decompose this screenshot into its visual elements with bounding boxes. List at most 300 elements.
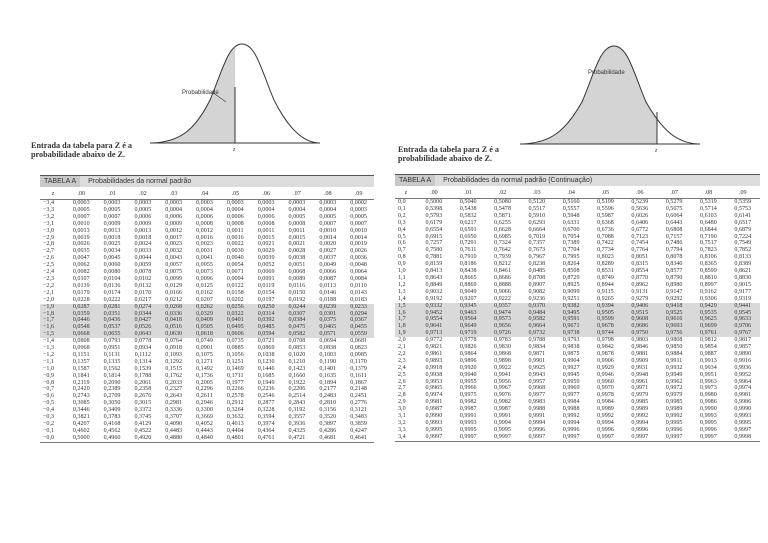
right-probability-cell: 0,9744	[588, 330, 622, 337]
right-column-header: .02	[485, 187, 519, 199]
right-probability-cell: 0,9973	[700, 385, 717, 392]
left-probability-cell: 0,0526	[127, 324, 158, 331]
right-probability-cell: 0,9988	[528, 406, 546, 413]
right-probability-cell: 0,9901	[528, 357, 546, 364]
right-z-cell: 1,3	[398, 288, 406, 295]
left-probability-cell: 0,2358	[134, 386, 152, 393]
right-probability-cell: 0,8849	[425, 281, 443, 288]
right-probability-cell: 0,9599	[588, 316, 622, 323]
right-probability-cell: 0,9929	[597, 364, 614, 371]
left-table-row	[40, 262, 374, 269]
right-table-row	[395, 220, 760, 227]
left-probability-cell: 0,1685	[257, 372, 275, 379]
right-probability-cell: 0,9515	[623, 310, 657, 317]
left-probability-cell: 0,1151	[72, 351, 90, 358]
right-column-header: .05	[588, 187, 622, 199]
right-probability-cell: 0,8159	[425, 261, 443, 268]
left-probability-label: Probabilidade	[182, 90, 219, 96]
right-probability-cell: 0,9995	[665, 420, 683, 426]
left-table-row	[40, 255, 374, 262]
right-probability-cell: 0,9793	[562, 337, 580, 344]
right-probability-cell: 0,7088	[597, 233, 614, 240]
left-probability-cell: 0,0026	[350, 248, 367, 255]
right-probability-cell: 0,9977	[562, 392, 580, 399]
left-probability-cell: 0,0869	[257, 345, 275, 352]
right-probability-cell: 0,5753	[734, 205, 752, 212]
left-probability-cell: 0,3300	[196, 407, 213, 414]
right-probability-cell: 0,9993	[425, 420, 443, 426]
left-probability-cell: 0,0015	[288, 234, 306, 241]
right-probability-cell: 0,9964	[734, 378, 752, 385]
right-probability-table	[395, 187, 760, 442]
right-probability-cell: 0,9984	[597, 399, 614, 406]
right-table-row	[395, 227, 760, 234]
right-probability-cell: 0,5279	[665, 199, 683, 205]
right-probability-cell: 0,9996	[700, 426, 717, 433]
right-probability-cell: 0,9996	[597, 426, 614, 433]
right-probability-cell: 0,9990	[700, 406, 717, 413]
left-probability-cell: 0,1093	[165, 351, 183, 358]
left-probability-cell: 0,3783	[103, 414, 121, 421]
right-probability-cell: 0,9678	[588, 323, 622, 330]
right-probability-cell: 0,7910	[459, 254, 477, 261]
left-probability-cell: 0,0007	[103, 213, 121, 220]
left-probability-cell: 0,3821	[72, 414, 90, 421]
left-probability-cell: 0,0455	[343, 324, 374, 331]
left-z-cell: −1,9	[40, 304, 66, 311]
right-probability-cell: 0,8980	[665, 281, 683, 288]
right-probability-cell: 0,9441	[726, 303, 760, 310]
right-probability-cell: 0,8810	[700, 274, 717, 281]
left-probability-cell: 0,4443	[196, 427, 213, 434]
left-column-header: .04	[189, 188, 220, 200]
left-column-header: z	[40, 188, 66, 200]
left-z-cell: −2,0	[43, 296, 55, 303]
left-probability-cell: 0,0559	[343, 331, 374, 338]
right-probability-cell: 0,9994	[562, 420, 580, 426]
right-probability-cell: 0,8907	[528, 281, 546, 288]
left-z-cell: −1,7	[40, 317, 66, 324]
left-probability-cell: 0,3015	[134, 400, 152, 407]
left-probability-cell: 0,0166	[165, 289, 183, 296]
left-probability-cell: 0,0013	[134, 227, 152, 234]
left-probability-cell: 0,0010	[319, 227, 337, 234]
right-probability-cell: 0,9887	[700, 350, 717, 357]
right-probability-cell: 0,8599	[700, 268, 717, 275]
right-z-cell: 1,9	[395, 330, 417, 337]
right-probability-cell: 0,9968	[528, 385, 546, 392]
right-probability-cell: 0,6103	[700, 212, 717, 219]
left-column-header: .02	[127, 188, 158, 200]
left-probability-cell: 0,4880	[165, 434, 183, 441]
right-probability-cell: 0,5319	[700, 199, 717, 205]
right-z-cell: 2,2	[398, 350, 406, 357]
right-table-row	[395, 330, 760, 337]
left-probability-cell: 0,0174	[103, 289, 121, 296]
right-probability-cell: 0,9099	[562, 288, 580, 295]
right-column-header-row	[395, 187, 760, 199]
left-probability-cell: 0,0119	[257, 282, 275, 289]
right-probability-cell: 0,9984	[562, 399, 580, 406]
right-z-cell: 0,0	[398, 199, 406, 205]
right-probability-cell: 0,9974	[425, 392, 443, 399]
left-probability-cell: 0,0029	[257, 248, 275, 255]
right-probability-cell: 0,8461	[494, 268, 511, 275]
left-probability-cell: 0,1112	[134, 351, 152, 358]
right-probability-cell: 0,9994	[494, 420, 511, 426]
right-z-cell: 1,5	[395, 303, 417, 310]
right-probability-cell: 0,9932	[665, 364, 683, 371]
right-z-cell: 1,2	[398, 281, 406, 288]
right-probability-cell: 0,6517	[734, 219, 752, 226]
right-table-row	[395, 365, 760, 372]
left-table-row	[40, 311, 374, 318]
left-probability-cell: 0,4404	[226, 427, 244, 434]
right-table-row	[395, 268, 760, 275]
right-z-cell: 0,5	[398, 233, 406, 240]
right-entry-line-2: probabilidade abaixo de Z.	[398, 154, 493, 163]
left-probability-cell: 0,0537	[97, 324, 128, 331]
left-z-cell: −2,5	[43, 262, 55, 269]
left-probability-cell: 0,0808	[72, 338, 90, 345]
right-probability-cell: 0,9808	[665, 337, 683, 344]
right-probability-cell: 0,9868	[494, 350, 511, 357]
left-probability-cell: 0,0125	[196, 282, 213, 289]
left-probability-cell: 0,2676	[134, 393, 152, 400]
right-probability-cell: 0,9842	[597, 344, 614, 351]
right-probability-cell: 0,9693	[657, 323, 691, 330]
right-probability-cell: 0,9812	[700, 337, 717, 344]
left-probability-cell: 0,1251	[226, 358, 244, 365]
right-probability-cell: 0,5871	[494, 212, 511, 219]
left-probability-cell: 0,0968	[72, 345, 90, 352]
left-table-row	[40, 366, 374, 373]
right-probability-cell: 0,9909	[631, 357, 649, 364]
left-probability-cell: 0,0162	[196, 289, 213, 296]
right-probability-cell: 0,9292	[665, 295, 683, 302]
right-probability-cell: 0,9983	[528, 399, 546, 406]
right-probability-cell: 0,9952	[734, 371, 752, 378]
left-probability-cell: 0,0003	[165, 200, 183, 206]
right-probability-cell: 0,9957	[528, 378, 546, 385]
right-z-marker: z	[655, 148, 658, 154]
right-probability-cell: 0,9875	[562, 350, 580, 357]
right-probability-cell: 0,6915	[425, 233, 443, 240]
left-probability-cell: 0,3121	[350, 407, 367, 414]
right-table-row	[395, 323, 760, 330]
right-table-row	[395, 206, 760, 213]
right-probability-cell: 0,9927	[562, 364, 580, 371]
left-probability-cell: 0,0003	[226, 200, 244, 206]
right-z-cell: 0,4	[398, 226, 406, 233]
left-table-row	[40, 290, 374, 297]
right-probability-cell: 0,9995	[494, 426, 511, 433]
left-probability-cell: 0,0268	[158, 304, 189, 311]
right-probability-cell: 0,7454	[631, 240, 649, 247]
left-probability-cell: 0,2327	[165, 386, 183, 393]
right-probability-cell: 0,9495	[554, 310, 588, 317]
left-probability-cell: 0,0022	[226, 241, 244, 248]
left-probability-cell: 0,0004	[196, 206, 213, 213]
right-column-header: z	[395, 187, 417, 199]
right-probability-cell: 0,9916	[734, 357, 752, 364]
right-probability-cell: 0,5398	[425, 205, 443, 212]
right-probability-label: Probabilidade	[588, 70, 625, 76]
right-probability-cell: 0,6628	[494, 226, 511, 233]
left-probability-cell: 0,0044	[134, 255, 152, 262]
left-column-header: .06	[251, 188, 282, 200]
right-z-cell: 2,4	[398, 364, 406, 371]
left-probability-cell: 0,3156	[319, 407, 337, 414]
left-probability-cell: 0,1210	[288, 358, 306, 365]
right-probability-cell: 0,9591	[554, 316, 588, 323]
right-probability-cell: 0,9989	[631, 406, 649, 413]
left-column-header: .05	[220, 188, 251, 200]
left-probability-cell: 0,0004	[257, 206, 275, 213]
right-z-cell: 1,6	[395, 310, 417, 317]
right-probability-cell: 0,7823	[700, 247, 717, 254]
right-probability-cell: 0,8621	[734, 268, 752, 275]
right-probability-cell: 0,8023	[597, 254, 614, 261]
left-probability-cell: 0,0446	[66, 317, 97, 324]
right-probability-cell: 0,9686	[623, 323, 657, 330]
right-probability-cell: 0,9992	[562, 413, 580, 420]
right-probability-cell: 0,9406	[623, 303, 657, 310]
right-probability-cell: 0,9798	[597, 337, 614, 344]
right-table-row	[395, 254, 760, 261]
left-probability-cell: 0,2483	[319, 393, 337, 400]
left-probability-cell: 0,2709	[103, 393, 121, 400]
left-z-cell: −3,1	[43, 220, 55, 227]
left-probability-cell: 0,0006	[196, 213, 213, 220]
right-probability-cell: 0,9778	[459, 337, 477, 344]
left-z-cell: −2,7	[43, 248, 55, 255]
left-table-row	[40, 393, 374, 400]
right-z-cell: 3,1	[398, 413, 406, 420]
left-probability-cell: 0,1423	[288, 365, 306, 372]
right-probability-cell: 0,7224	[734, 233, 752, 240]
left-probability-cell: 0,1562	[103, 365, 121, 372]
left-probability-cell: 0,0096	[196, 275, 213, 282]
right-probability-cell: 0,9564	[451, 316, 485, 323]
right-probability-cell: 0,9783	[494, 337, 511, 344]
left-probability-cell: 0,0006	[165, 213, 183, 220]
right-z-cell: 2,6	[398, 378, 406, 385]
right-probability-cell: 0,8962	[631, 281, 649, 288]
left-probability-cell: 0,0708	[288, 338, 306, 345]
left-probability-cell: 0,0005	[134, 206, 152, 213]
left-probability-cell: 0,0197	[257, 296, 275, 303]
right-probability-cell: 0,9986	[734, 399, 752, 406]
left-probability-cell: 0,0005	[72, 206, 90, 213]
left-probability-cell: 0,1736	[196, 372, 213, 379]
right-probability-cell: 0,9505	[588, 310, 622, 317]
left-probability-cell: 0,0004	[288, 206, 306, 213]
right-probability-cell: 0,9966	[459, 385, 477, 392]
left-probability-cell: 0,0003	[196, 200, 213, 206]
left-probability-cell: 0,3446	[72, 407, 90, 414]
right-probability-cell: 0,8051	[631, 254, 649, 261]
right-z-cell: 0,3	[398, 219, 406, 226]
left-probability-cell: 0,0694	[319, 338, 337, 345]
right-probability-cell: 0,6064	[665, 212, 683, 219]
right-probability-cell: 0,6293	[528, 219, 546, 226]
left-probability-cell: 0,2776	[350, 400, 367, 407]
left-probability-cell: 0,1357	[72, 358, 90, 365]
left-probability-cell: 0,0188	[319, 296, 337, 303]
right-probability-cell: 0,8413	[425, 268, 443, 275]
left-probability-cell: 0,0009	[134, 220, 152, 227]
right-probability-cell: 0,9943	[528, 371, 546, 378]
right-z-cell: 2,1	[398, 344, 406, 351]
right-probability-cell: 0,9162	[700, 288, 717, 295]
left-probability-cell: 0,0005	[319, 213, 337, 220]
left-probability-cell: 0,0222	[103, 296, 121, 303]
left-probability-cell: 0,0344	[127, 311, 158, 318]
right-probability-cell: 0,8770	[631, 274, 649, 281]
right-probability-cell: 0,7642	[494, 247, 511, 254]
left-probability-cell: 0,0002	[350, 200, 367, 206]
left-probability-cell: 0,0606	[220, 331, 251, 338]
right-table-row	[395, 344, 760, 351]
right-probability-cell: 0,6736	[597, 226, 614, 233]
left-z-cell: −1,0	[43, 365, 55, 372]
right-probability-cell: 0,9985	[631, 399, 649, 406]
right-z-cell: 1,7	[395, 316, 417, 323]
right-probability-cell: 0,8749	[597, 274, 614, 281]
right-probability-cell: 0,9920	[459, 364, 477, 371]
left-probability-cell: 0,2546	[257, 393, 275, 400]
left-probability-cell: 0,0314	[251, 311, 282, 318]
left-table-row	[40, 407, 374, 414]
right-probability-cell: 0,8212	[494, 261, 511, 268]
right-probability-cell: 0,9936	[734, 364, 752, 371]
left-probability-cell: 0,0010	[350, 227, 367, 234]
left-probability-cell: 0,3632	[226, 414, 244, 421]
left-probability-cell: 0,0749	[196, 338, 213, 345]
left-probability-cell: 0,0015	[257, 234, 275, 241]
right-probability-cell: 0,9911	[665, 357, 683, 364]
right-probability-cell: 0,6179	[425, 219, 443, 226]
right-table-row	[395, 372, 760, 379]
right-table-row	[395, 427, 760, 434]
right-probability-cell: 0,9975	[459, 392, 477, 399]
left-probability-cell: 0,0853	[288, 345, 306, 352]
right-z-cell: 2,3	[398, 357, 406, 364]
right-probability-cell: 0,8577	[665, 268, 683, 275]
left-probability-cell: 0,0009	[165, 220, 183, 227]
left-probability-cell: 0,0934	[134, 345, 152, 352]
right-probability-cell: 0,9938	[425, 371, 443, 378]
left-table-row	[40, 283, 374, 290]
left-probability-cell: 0,0035	[72, 248, 90, 255]
right-probability-cell: 0,5557	[562, 205, 580, 212]
right-probability-cell: 0,9418	[657, 303, 691, 310]
right-probability-cell: 0,9941	[494, 371, 511, 378]
left-probability-cell: 0,0018	[103, 234, 121, 241]
left-probability-cell: 0,2643	[165, 393, 183, 400]
left-probability-cell: 0,0384	[282, 317, 313, 324]
right-probability-cell: 0,9982	[459, 399, 477, 406]
left-z-cell: −0,8	[43, 379, 55, 386]
left-probability-cell: 0,3409	[103, 407, 121, 414]
right-probability-cell: 0,6700	[562, 226, 580, 233]
left-probability-cell: 0,0009	[103, 220, 121, 227]
right-probability-cell: 0,9633	[726, 316, 760, 323]
left-probability-cell: 0,0005	[288, 213, 306, 220]
right-probability-cell: 0,9554	[417, 316, 451, 323]
left-probability-cell: 0,5000	[72, 434, 90, 441]
left-z-cell: −3,3	[43, 206, 55, 213]
left-probability-cell: 0,2420	[72, 386, 90, 393]
left-probability-cell: 0,4483	[165, 427, 183, 434]
right-probability-cell: 0,9251	[562, 295, 580, 302]
left-probability-cell: 0,0367	[343, 317, 374, 324]
right-probability-cell: 0,7019	[528, 233, 546, 240]
right-probability-cell: 0,9699	[691, 323, 725, 330]
left-probability-cell: 0,0104	[103, 275, 121, 282]
left-probability-cell: 0,0045	[103, 255, 121, 262]
left-z-marker: z	[233, 147, 236, 153]
right-probability-cell: 0,9826	[459, 344, 477, 351]
left-probability-cell: 0,0016	[196, 234, 213, 241]
right-probability-cell: 0,8997	[700, 281, 717, 288]
left-probability-cell: 0,0031	[196, 248, 213, 255]
right-probability-cell: 0,9956	[494, 378, 511, 385]
left-table-title: Probabilidades da normal padrão	[88, 178, 192, 185]
right-probability-cell: 0,5160	[562, 199, 580, 205]
left-probability-cell: 0,1814	[103, 372, 121, 379]
left-probability-cell: 0,1492	[196, 365, 213, 372]
left-column-header: .01	[97, 188, 128, 200]
right-probability-cell: 0,5832	[459, 212, 477, 219]
left-probability-cell: 0,4562	[103, 427, 121, 434]
left-probability-cell: 0,0170	[134, 289, 152, 296]
left-probability-cell: 0,0026	[72, 241, 90, 248]
left-table-row	[40, 304, 374, 311]
right-probability-cell: 0,6368	[597, 219, 614, 226]
left-column-header-row	[40, 188, 374, 200]
left-probability-cell: 0,0099	[165, 275, 183, 282]
left-probability-cell: 0,0036	[350, 255, 367, 262]
left-probability-cell: 0,0068	[288, 269, 306, 276]
left-probability-cell: 0,0618	[189, 331, 220, 338]
left-probability-cell: 0,1977	[226, 379, 244, 386]
right-table-row	[395, 399, 760, 406]
right-probability-cell: 0,9756	[657, 330, 691, 337]
right-probability-cell: 0,9991	[494, 413, 511, 420]
right-probability-cell: 0,8485	[528, 268, 546, 275]
left-probability-cell: 0,0023	[165, 241, 183, 248]
right-z-cell: 1,1	[398, 274, 406, 281]
left-probability-cell: 0,3594	[257, 414, 275, 421]
left-probability-cell: 0,0055	[196, 262, 213, 269]
left-probability-cell: 0,1230	[257, 358, 275, 365]
right-probability-cell: 0,9332	[417, 303, 451, 310]
right-probability-cell: 0,8264	[562, 261, 580, 268]
left-probability-cell: 0,0183	[350, 296, 367, 303]
right-probability-cell: 0,6480	[700, 219, 717, 226]
left-table-header-bar	[40, 175, 374, 187]
left-probability-cell: 0,0359	[66, 311, 97, 318]
left-probability-cell: 0,0089	[288, 275, 306, 282]
right-z-cell: 3,4	[398, 433, 406, 440]
left-probability-cell: 0,4681	[319, 434, 337, 441]
left-probability-cell: 0,3557	[288, 414, 306, 421]
left-table-row	[40, 228, 374, 235]
left-probability-cell: 0,0004	[226, 206, 244, 213]
left-probability-cell: 0,0028	[288, 248, 306, 255]
